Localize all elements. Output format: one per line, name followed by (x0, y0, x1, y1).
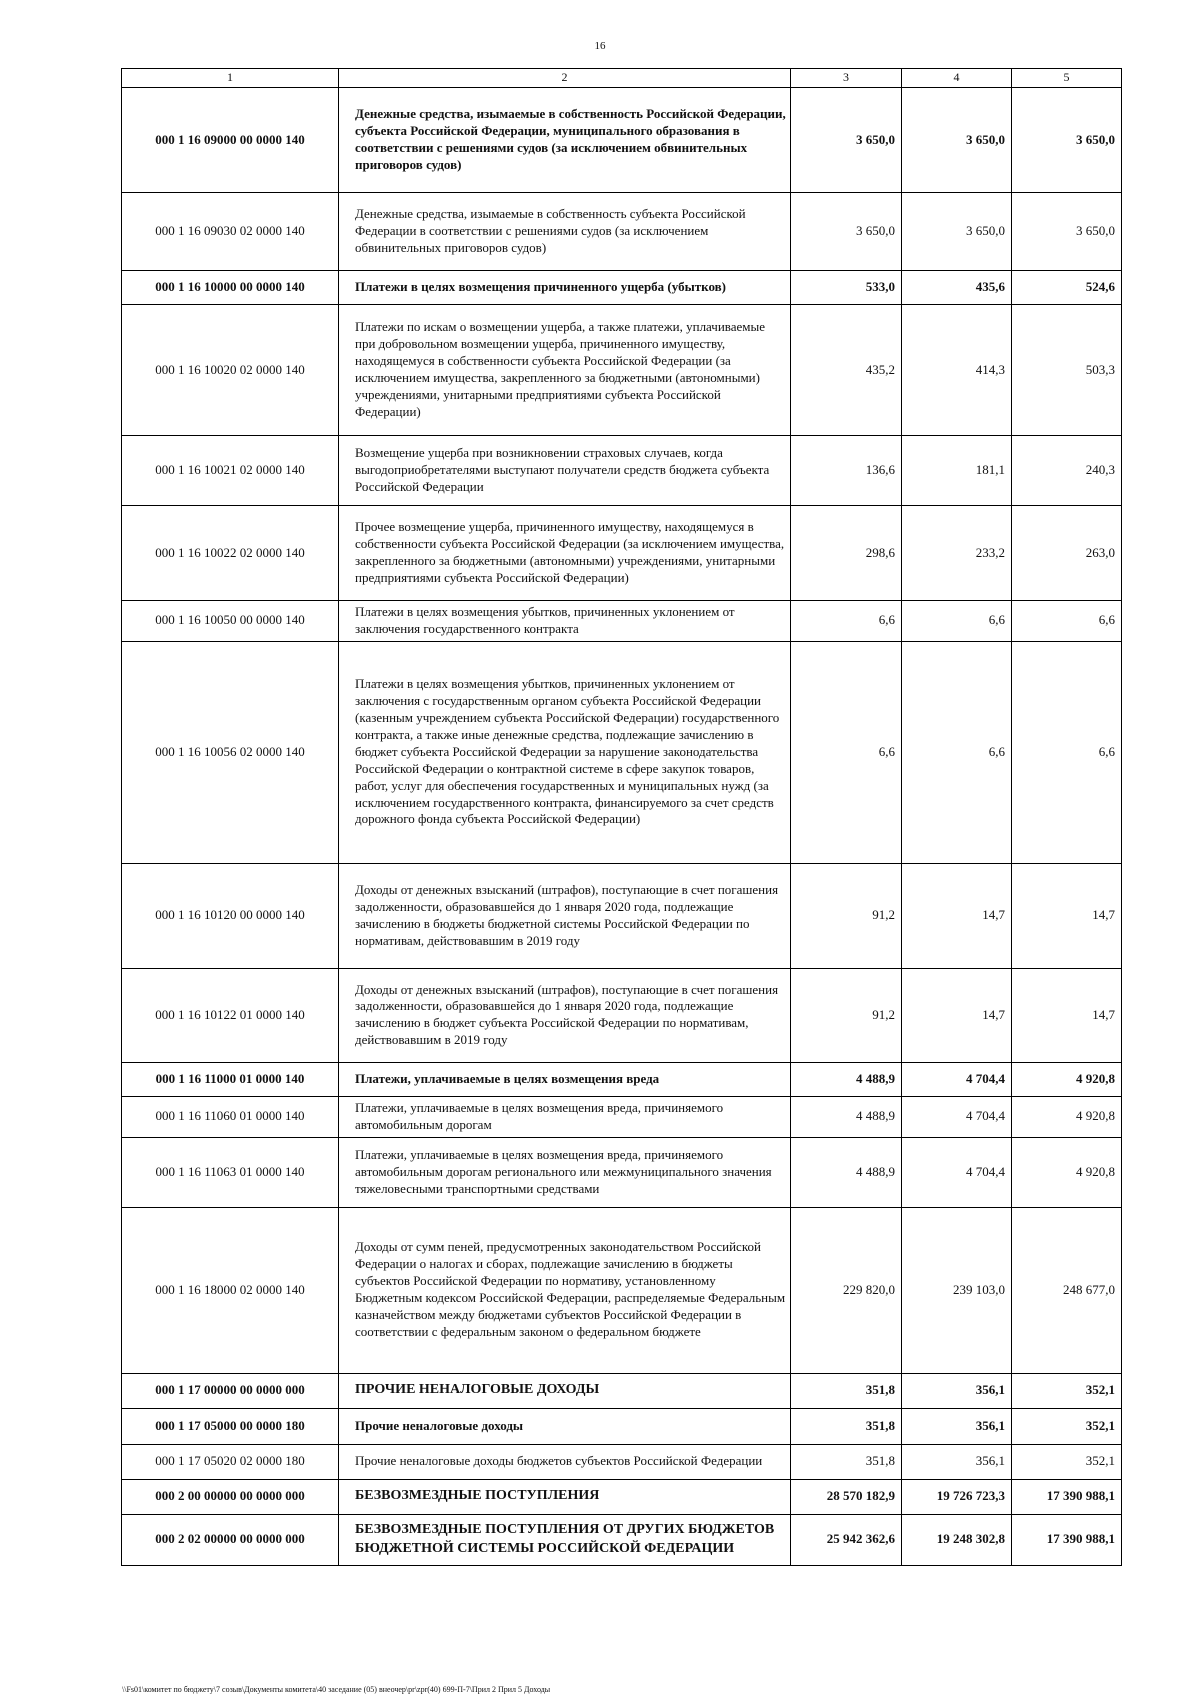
revenue-name-cell: БЕЗВОЗМЕЗДНЫЕ ПОСТУПЛЕНИЯ ОТ ДРУГИХ БЮДЖЕТОВ БЮДЖЕТНОЙ СИСТЕМЫ РОССИЙСКОЙ ФЕДЕРАЦИИ (339, 1514, 791, 1565)
budget-code-cell: 000 1 16 10022 02 0000 140 (122, 506, 339, 601)
value-cell-col3: 3 650,0 (791, 88, 902, 193)
revenue-name-cell: БЕЗВОЗМЕЗДНЫЕ ПОСТУПЛЕНИЯ (339, 1479, 791, 1514)
table-row (122, 305, 1122, 436)
revenue-name-cell: Платежи в целях возмещения убытков, причиненных уклонением от заключения с государственным органом субъекта Российской Федерации (казенным учреждением субъекта Российской Федерации) государственного контракта, а также иные денежные средства, подлежащие зачислению в бюджет субъекта Российской Федерации за нарушение законодательства Российской Федерации о контрактной системе в сфере закупок товаров, работ, услуг для обеспечения государственных и муниципальных нужд (за исключением государственного контракта, финансируемого за счет средств дорожного фонда субъекта Российской Федерации) (339, 641, 791, 863)
value-cell-col4: 356,1 (902, 1373, 1012, 1408)
budget-code-cell: 000 1 16 11063 01 0000 140 (122, 1137, 339, 1207)
value-cell-col4: 14,7 (902, 968, 1012, 1062)
revenue-name-cell: Платежи в целях возмещения убытков, причиненных уклонением от заключения государственного контракта (339, 601, 791, 642)
table-row (122, 506, 1122, 601)
header-row (122, 69, 1122, 88)
value-cell-col5: 3 650,0 (1012, 88, 1122, 193)
value-cell-col3: 4 488,9 (791, 1096, 902, 1137)
value-cell-col5: 17 390 988,1 (1012, 1479, 1122, 1514)
value-cell-col3: 4 488,9 (791, 1137, 902, 1207)
value-cell-col3: 351,8 (791, 1444, 902, 1479)
budget-code-cell: 000 1 16 10120 00 0000 140 (122, 863, 339, 968)
value-cell-col5: 263,0 (1012, 506, 1122, 601)
value-cell-col4: 356,1 (902, 1444, 1012, 1479)
value-cell-col3: 91,2 (791, 968, 902, 1062)
revenue-name-cell: Платежи, уплачиваемые в целях возмещения вреда (339, 1062, 791, 1096)
value-cell-col3: 6,6 (791, 641, 902, 863)
table-row (122, 1096, 1122, 1137)
table-row (122, 863, 1122, 968)
value-cell-col5: 352,1 (1012, 1408, 1122, 1444)
column-header-value-2: 4 (902, 69, 1012, 88)
table-row (122, 1479, 1122, 1514)
table-row (122, 1408, 1122, 1444)
value-cell-col5: 352,1 (1012, 1373, 1122, 1408)
table-row (122, 1444, 1122, 1479)
revenue-name-cell: Денежные средства, изымаемые в собственность Российской Федерации, субъекта Российской Федерации, муниципального образования в соответствии с решениями судов (за исключением обвинительных приговоров судов) (339, 88, 791, 193)
value-cell-col3: 533,0 (791, 271, 902, 305)
table-row (122, 271, 1122, 305)
value-cell-col4: 239 103,0 (902, 1207, 1012, 1373)
value-cell-col5: 3 650,0 (1012, 193, 1122, 271)
column-header-value-3: 5 (1012, 69, 1122, 88)
table-row (122, 641, 1122, 863)
budget-code-cell: 000 1 16 11000 01 0000 140 (122, 1062, 339, 1096)
value-cell-col5: 4 920,8 (1012, 1137, 1122, 1207)
value-cell-col5: 524,6 (1012, 271, 1122, 305)
value-cell-col3: 435,2 (791, 305, 902, 436)
column-header-value-1: 3 (791, 69, 902, 88)
value-cell-col4: 414,3 (902, 305, 1012, 436)
value-cell-col4: 3 650,0 (902, 193, 1012, 271)
budget-code-cell: 000 2 02 00000 00 0000 000 (122, 1514, 339, 1565)
value-cell-col4: 6,6 (902, 641, 1012, 863)
table-row (122, 1373, 1122, 1408)
budget-code-cell: 000 1 16 10122 01 0000 140 (122, 968, 339, 1062)
table-row (122, 1514, 1122, 1565)
revenue-name-cell: Прочие неналоговые доходы бюджетов субъектов Российской Федерации (339, 1444, 791, 1479)
value-cell-col5: 4 920,8 (1012, 1096, 1122, 1137)
revenue-name-cell: Доходы от денежных взысканий (штрафов), поступающие в счет погашения задолженности, образовавшейся до 1 января 2020 года, подлежащие зачислению в бюджет субъекта Российской Федерации по нормативам, действовавшим в 2019 году (339, 968, 791, 1062)
value-cell-col4: 4 704,4 (902, 1062, 1012, 1096)
revenue-name-cell: Доходы от сумм пеней, предусмотренных законодательством Российской Федерации о налогах и сборах, подлежащие зачислению в бюджеты субъектов Российской Федерации по нормативу, установленному Бюджетным кодексом Российской Федерации, распределяемые Федеральным казначейством между бюджетами субъектов Российской Федерации в соответствии с федеральным законом о федеральном бюджете (339, 1207, 791, 1373)
table-row (122, 1137, 1122, 1207)
footer-file-path: \\Fs01\комитет по бюджету\7 созыв\Документы комитета\40 заседание (05) внеочер\pr\zpr(40) 699-П-7\Прил 2 Прил 5 Доходы (122, 1685, 551, 1694)
value-cell-col5: 6,6 (1012, 641, 1122, 863)
value-cell-col5: 6,6 (1012, 601, 1122, 642)
budget-code-cell: 000 1 17 05000 00 0000 180 (122, 1408, 339, 1444)
value-cell-col4: 181,1 (902, 436, 1012, 506)
table-body (122, 88, 1122, 1566)
table-row (122, 601, 1122, 642)
value-cell-col4: 19 726 723,3 (902, 1479, 1012, 1514)
table-row (122, 968, 1122, 1062)
budget-code-cell: 000 1 16 11060 01 0000 140 (122, 1096, 339, 1137)
value-cell-col4: 356,1 (902, 1408, 1012, 1444)
column-header-name: 2 (339, 69, 791, 88)
value-cell-col4: 19 248 302,8 (902, 1514, 1012, 1565)
column-header-code: 1 (122, 69, 339, 88)
revenue-name-cell: Прочие неналоговые доходы (339, 1408, 791, 1444)
value-cell-col5: 240,3 (1012, 436, 1122, 506)
value-cell-col3: 6,6 (791, 601, 902, 642)
revenue-name-cell: Платежи, уплачиваемые в целях возмещения вреда, причиняемого автомобильным дорогам (339, 1096, 791, 1137)
budget-code-cell: 000 1 17 00000 00 0000 000 (122, 1373, 339, 1408)
value-cell-col4: 6,6 (902, 601, 1012, 642)
budget-code-cell: 000 1 16 10021 02 0000 140 (122, 436, 339, 506)
table-row (122, 88, 1122, 193)
value-cell-col3: 229 820,0 (791, 1207, 902, 1373)
value-cell-col5: 4 920,8 (1012, 1062, 1122, 1096)
revenue-name-cell: Платежи по искам о возмещении ущерба, а также платежи, уплачиваемые при добровольном возмещении ущерба, причиненного имуществу, находящемуся в собственности субъекта Российской Федерации (за исключением имущества, закрепленного за бюджетными (автономными) учреждениями, унитарными предприятиями субъекта Российской Федерации) (339, 305, 791, 436)
value-cell-col3: 298,6 (791, 506, 902, 601)
revenue-name-cell: Платежи в целях возмещения причиненного ущерба (убытков) (339, 271, 791, 305)
value-cell-col4: 14,7 (902, 863, 1012, 968)
value-cell-col5: 352,1 (1012, 1444, 1122, 1479)
budget-code-cell: 000 1 16 18000 02 0000 140 (122, 1207, 339, 1373)
revenue-name-cell: Денежные средства, изымаемые в собственность субъекта Российской Федерации в соответствии с решениями судов (за исключением обвинительных приговоров судов) (339, 193, 791, 271)
value-cell-col4: 4 704,4 (902, 1137, 1012, 1207)
value-cell-col5: 248 677,0 (1012, 1207, 1122, 1373)
value-cell-col4: 3 650,0 (902, 88, 1012, 193)
revenue-name-cell: Возмещение ущерба при возникновении страховых случаев, когда выгодоприобретателями выступают получатели средств бюджета субъекта Российской Федерации (339, 436, 791, 506)
value-cell-col3: 25 942 362,6 (791, 1514, 902, 1565)
table-row (122, 193, 1122, 271)
budget-code-cell: 000 1 17 05020 02 0000 180 (122, 1444, 339, 1479)
budget-code-cell: 000 1 16 10000 00 0000 140 (122, 271, 339, 305)
page-number: 16 (594, 40, 606, 52)
budget-code-cell: 000 1 16 09000 00 0000 140 (122, 88, 339, 193)
value-cell-col3: 4 488,9 (791, 1062, 902, 1096)
revenue-name-cell: Платежи, уплачиваемые в целях возмещения вреда, причиняемого автомобильным дорогам регионального или межмуниципального значения тяжеловесными транспортными средствами (339, 1137, 791, 1207)
value-cell-col4: 435,6 (902, 271, 1012, 305)
value-cell-col3: 351,8 (791, 1373, 902, 1408)
value-cell-col5: 14,7 (1012, 863, 1122, 968)
budget-code-cell: 000 1 16 09030 02 0000 140 (122, 193, 339, 271)
table-header (122, 69, 1122, 88)
budget-code-cell: 000 1 16 10050 00 0000 140 (122, 601, 339, 642)
value-cell-col5: 14,7 (1012, 968, 1122, 1062)
value-cell-col3: 351,8 (791, 1408, 902, 1444)
budget-code-cell: 000 1 16 10020 02 0000 140 (122, 305, 339, 436)
value-cell-col3: 28 570 182,9 (791, 1479, 902, 1514)
value-cell-col5: 503,3 (1012, 305, 1122, 436)
budget-revenue-table (121, 68, 1122, 1566)
budget-code-cell: 000 2 00 00000 00 0000 000 (122, 1479, 339, 1514)
revenue-name-cell: Доходы от денежных взысканий (штрафов), поступающие в счет погашения задолженности, образовавшейся до 1 января 2020 года, подлежащие зачислению в бюджеты бюджетной системы Российской Федерации по нормативам, действовавшим в 2019 году (339, 863, 791, 968)
revenue-name-cell: ПРОЧИЕ НЕНАЛОГОВЫЕ ДОХОДЫ (339, 1373, 791, 1408)
value-cell-col5: 17 390 988,1 (1012, 1514, 1122, 1565)
budget-code-cell: 000 1 16 10056 02 0000 140 (122, 641, 339, 863)
value-cell-col3: 91,2 (791, 863, 902, 968)
value-cell-col4: 233,2 (902, 506, 1012, 601)
value-cell-col3: 3 650,0 (791, 193, 902, 271)
table-row (122, 1207, 1122, 1373)
value-cell-col4: 4 704,4 (902, 1096, 1012, 1137)
table-row (122, 436, 1122, 506)
revenue-name-cell: Прочее возмещение ущерба, причиненного имуществу, находящемуся в собственности субъекта Российской Федерации (за исключением имущества, закрепленного за бюджетными (автономными) учреждениями, унитарными предприятиями субъекта Российской Федерации) (339, 506, 791, 601)
value-cell-col3: 136,6 (791, 436, 902, 506)
table-row (122, 1062, 1122, 1096)
